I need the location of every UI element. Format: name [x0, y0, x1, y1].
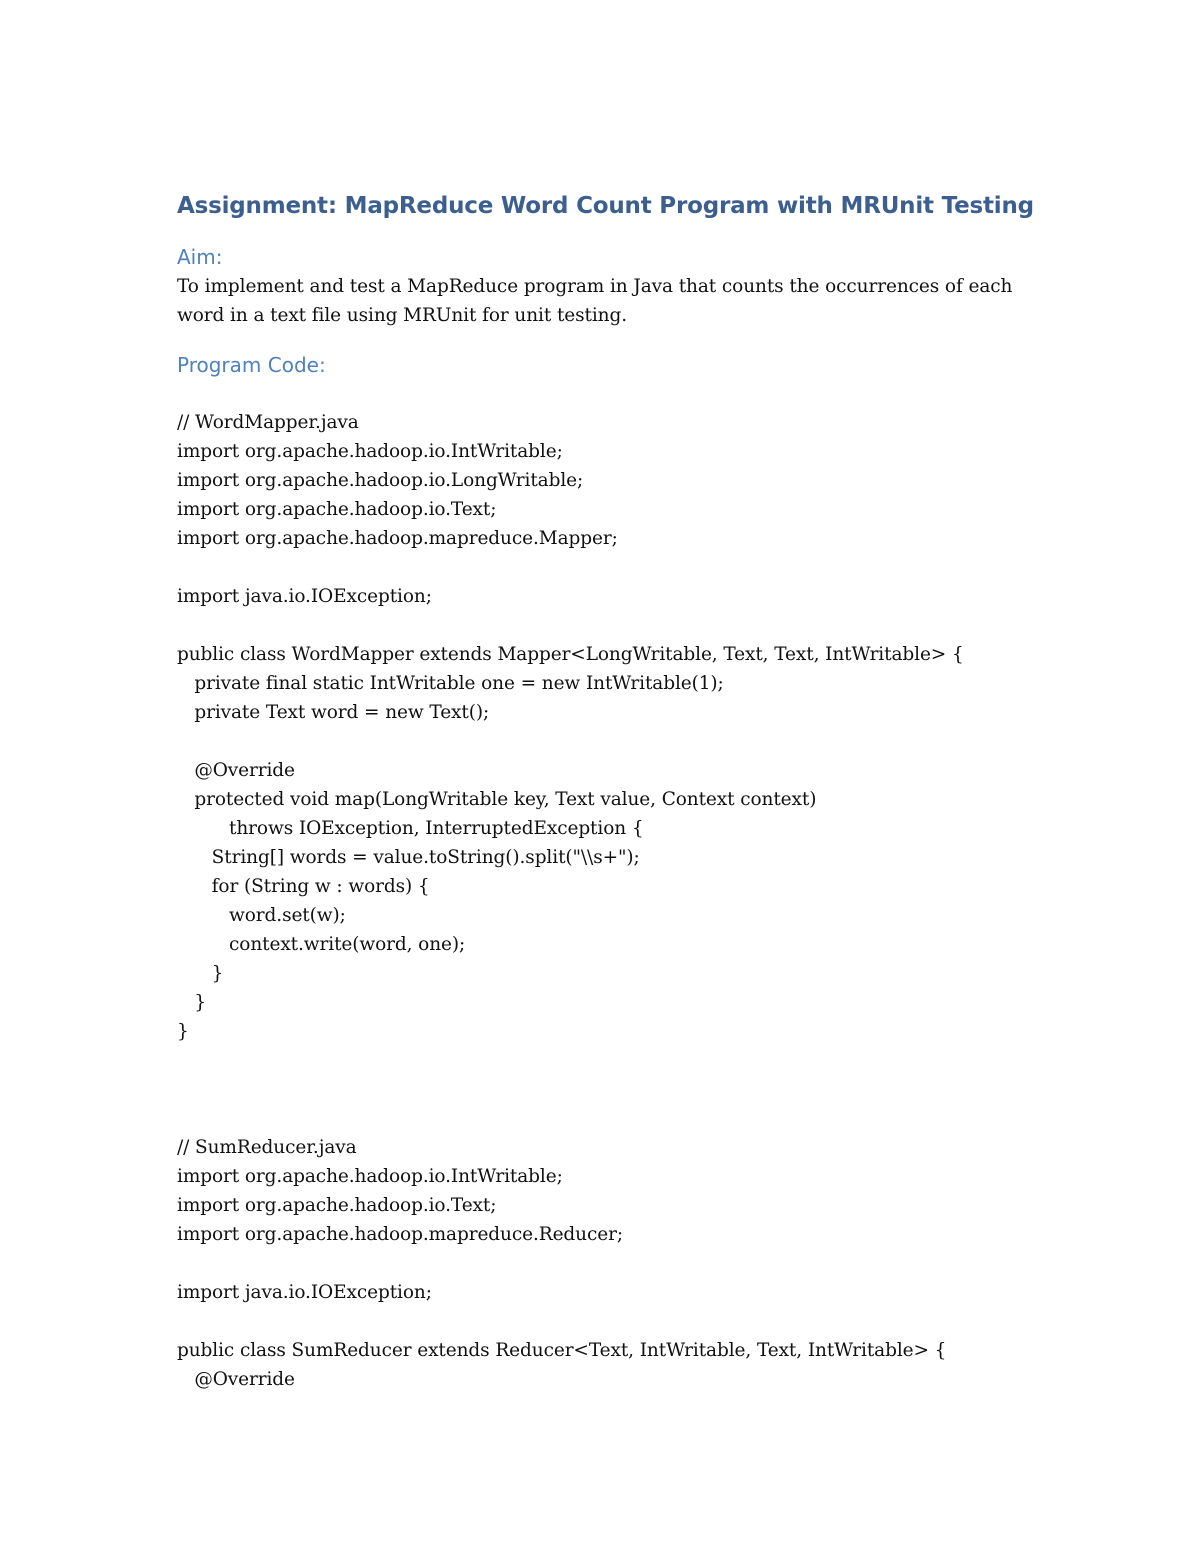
spacer [177, 380, 1037, 408]
code-line: } [177, 1021, 189, 1042]
code-line: for (String w : words) { [177, 876, 430, 897]
code-line [177, 611, 1037, 640]
code-line: import org.apache.hadoop.mapreduce.Mapper; [177, 528, 618, 549]
code-line: private Text word = new Text(); [177, 702, 490, 723]
aim-text: To implement and test a MapReduce program in Java that counts the occurrences of each word in a text file using MRUnit for unit testing. [177, 276, 1013, 326]
document-content [177, 188, 1037, 1394]
code-line [177, 553, 1037, 582]
document-title: Assignment: MapReduce Word Count Program with MRUnit Testing [177, 193, 1034, 219]
code-line: } [177, 963, 224, 984]
code-line: @Override [177, 1369, 295, 1390]
code-line: String[] words = value.toString().split("\\s+"); [177, 847, 640, 868]
code-line: @Override [177, 760, 295, 781]
code-line [177, 1075, 1037, 1104]
code-line: } [177, 992, 207, 1013]
code-line: protected void map(LongWritable key, Text value, Context context) [177, 789, 817, 810]
code-line: private final static IntWritable one = new IntWritable(1); [177, 673, 724, 694]
code-line: import java.io.IOException; [177, 586, 432, 607]
code-line: // SumReducer.java [177, 1137, 357, 1158]
code-line: import java.io.IOException; [177, 1282, 432, 1303]
code-line: public class WordMapper extends Mapper<LongWritable, Text, Text, IntWritable> { [177, 644, 964, 665]
code-line [177, 1307, 1037, 1336]
code-line: public class SumReducer extends Reducer<Text, IntWritable, Text, IntWritable> { [177, 1340, 947, 1361]
code-line: throws IOException, InterruptedException { [177, 818, 644, 839]
code-line [177, 1046, 1037, 1075]
code-line [177, 727, 1037, 756]
code-block [177, 408, 1037, 1394]
code-line [177, 1104, 1037, 1133]
code-line: import org.apache.hadoop.io.IntWritable; [177, 1166, 563, 1187]
code-line: context.write(word, one); [177, 934, 466, 955]
code-line: // WordMapper.java [177, 412, 359, 433]
program-code-heading: Program Code: [177, 353, 326, 377]
code-line: import org.apache.hadoop.mapreduce.Reducer; [177, 1224, 623, 1245]
aim-heading: Aim: [177, 245, 223, 269]
code-line: import org.apache.hadoop.io.LongWritable; [177, 470, 584, 491]
code-line: import org.apache.hadoop.io.Text; [177, 499, 497, 520]
code-line [177, 1249, 1037, 1278]
code-line: word.set(w); [177, 905, 346, 926]
code-line: import org.apache.hadoop.io.Text; [177, 1195, 497, 1216]
code-line: import org.apache.hadoop.io.IntWritable; [177, 441, 563, 462]
